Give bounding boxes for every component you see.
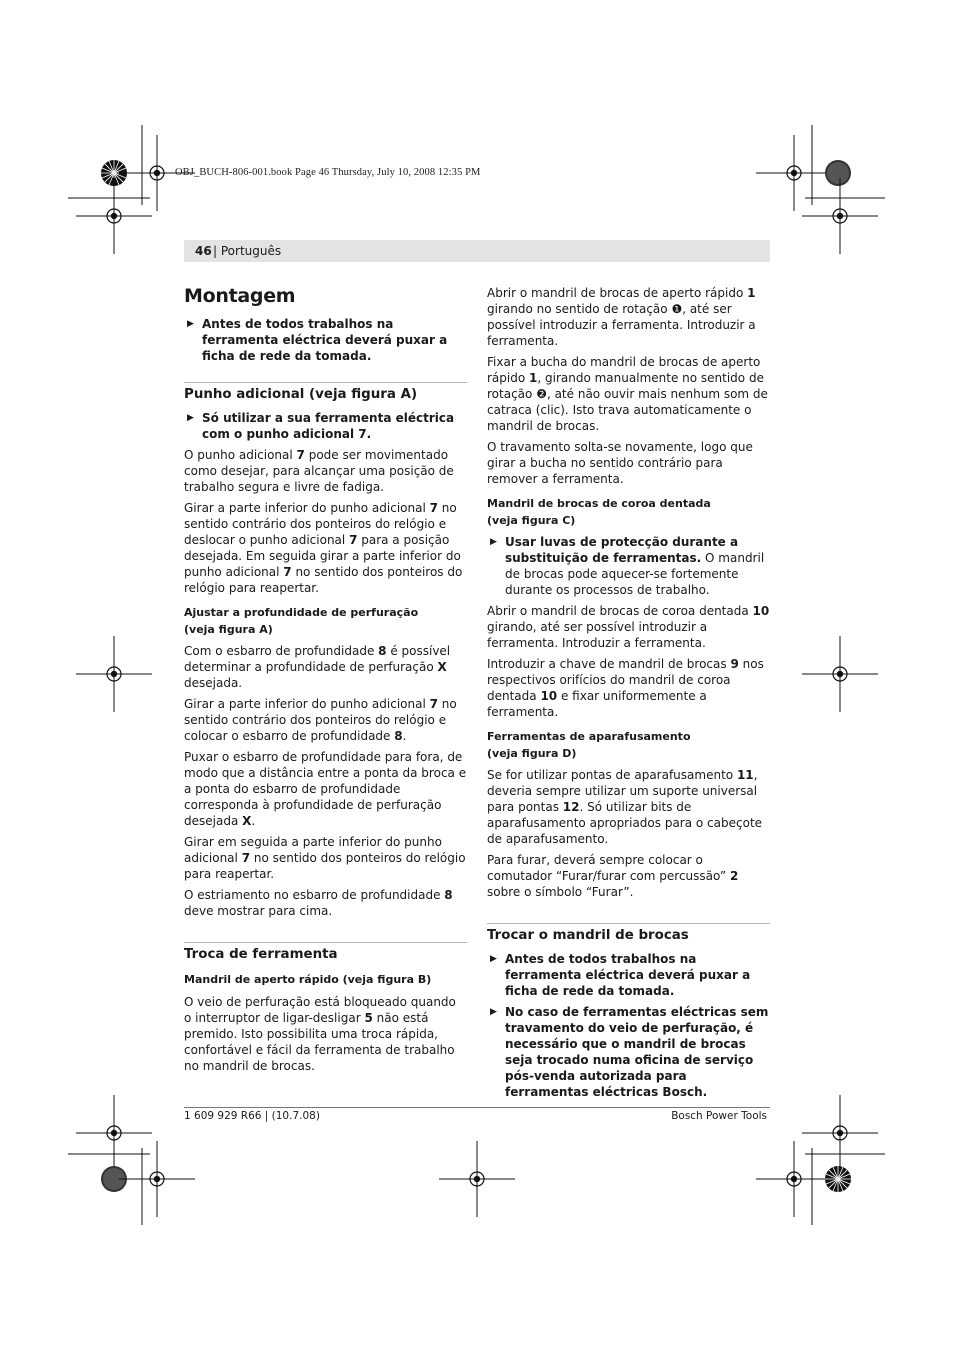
paragraph: Abrir o mandril de brocas de coroa dentada 10 girando, até ser possível introduzir a ferramenta. Introduzir a ferramenta.: [487, 604, 770, 650]
bullet-icon: ▶: [187, 319, 194, 329]
registration-cross-icon: [439, 1141, 515, 1217]
bullet-text: No caso de ferramentas eléctricas sem travamento do veio de perfuração, é necessário que o mandril de brocas seja trocado numa oficina de serviço pós-venda autorizada para ferramentas eléctricas Bosch.: [505, 1005, 769, 1099]
registration-cross-icon: [802, 1095, 878, 1171]
print-header: OBJ_BUCH-806-001.book Page 46 Thursday, July 10, 2008 12:35 PM: [175, 167, 481, 178]
safety-bullet: [184, 316, 467, 364]
paragraph: O punho adicional 7 pode ser movimentado como desejar, para alcançar uma posição de trabalho segura e livre de fadiga.: [184, 448, 454, 494]
footer-brand: Bosch Power Tools: [671, 1110, 767, 1122]
bullet-icon: ▶: [490, 1007, 497, 1017]
paragraph: O travamento solta-se novamente, logo que girar a bucha no sentido contrário para remover a ferramenta.: [487, 440, 753, 486]
registration-cross-icon: [802, 636, 878, 712]
paragraph: Puxar o esbarro de profundidade para fora, de modo que a distância entre a ponta da broca e a ponta do esbarro de profundidade corresponda à profundidade de perfuração desejada X.: [184, 750, 467, 828]
bullet-text: Antes de todos trabalhos na ferramenta eléctrica deverá puxar a ficha de rede da tomada.: [202, 317, 448, 363]
section-title: Montagem: [184, 285, 296, 307]
paragraph: O estriamento no esbarro de profundidade 8 deve mostrar para cima.: [184, 888, 453, 918]
left-column: [184, 285, 467, 1079]
minor-heading: Ferramentas de aparafusamento (veja figura D): [487, 730, 691, 760]
footer-divider: [184, 1107, 770, 1108]
bullet-icon: ▶: [490, 537, 497, 547]
paragraph: Girar a parte inferior do punho adicional 7 no sentido contrário dos ponteiros do relógio e colocar o esbarro de profundidade 8.: [184, 697, 457, 743]
bullet-text: Antes de todos trabalhos na ferramenta eléctrica deverá puxar a ficha de rede da tomada.: [505, 952, 751, 998]
registration-cross-icon: [756, 1141, 832, 1217]
subsection-heading: Troca de ferramenta: [184, 942, 467, 964]
paragraph: Abrir o mandril de brocas de aperto rápido 1 girando no sentido de rotação ❶, até ser possível introduzir a ferramenta. Introduzir a ferramenta.: [487, 286, 756, 348]
paragraph: Introduzir a chave de mandril de brocas 9 nos respectivos orifícios do mandril de coroa dentada 10 e fixar uniformemente a ferramenta.: [487, 657, 764, 719]
registration-star-icon: [825, 1166, 851, 1192]
subsection-heading: Punho adicional (veja figura A): [184, 382, 467, 404]
registration-cross-icon: [802, 178, 878, 254]
safety-bullet: [487, 951, 770, 999]
paragraph: Fixar a bucha do mandril de brocas de aperto rápido 1, girando manualmente no sentido de rotação ❷, até não ouvir mais nenhum som de catraca (clic). Isto trava automaticamente o mandril de brocas.: [487, 355, 768, 433]
paragraph: Girar a parte inferior do punho adicional 7 no sentido contrário dos ponteiros do relógio e deslocar o punho adicional 7 para a posição desejada. Em seguida girar a parte inferior do punho adicional 7 no sentido dos ponteiros do relógio para reapertar.: [184, 501, 463, 595]
registration-cross-icon: [76, 636, 152, 712]
registration-cross-icon: [76, 178, 152, 254]
subsection-heading: Trocar o mandril de brocas: [487, 923, 770, 945]
paragraph: Para furar, deverá sempre colocar o comutador “Furar/furar com percussão” 2 sobre o símbolo “Furar”.: [487, 853, 739, 899]
registration-cross-icon: [76, 1095, 152, 1171]
safety-bullet: ▶ Usar luvas de protecção durante a substituição de ferramentas. O mandril de brocas pode aquecer-se fortemente durante os processos de trabalho.: [490, 535, 765, 597]
safety-bullet: [184, 410, 467, 442]
bullet-icon: ▶: [187, 413, 194, 423]
minor-heading: Mandril de aperto rápido (veja figura B): [184, 973, 432, 986]
paragraph: Girar em seguida a parte inferior do punho adicional 7 no sentido dos ponteiros do relógio para reapertar.: [184, 835, 466, 881]
registration-dot-icon: [825, 160, 851, 186]
registration-cross-icon: [756, 135, 832, 211]
footer-doc-number: 1 609 929 R66 | (10.7.08): [184, 1110, 320, 1122]
language-label: | Português: [213, 244, 282, 258]
bullet-text: Só utilizar a sua ferramenta eléctrica com o punho adicional 7.: [202, 411, 455, 441]
running-head: [184, 240, 770, 262]
paragraph: Se for utilizar pontas de aparafusamento 11, deveria sempre utilizar um suporte universal para pontas 12. Só utilizar bits de aparafusamento apropriados para o cabeçote de aparafusamento.: [487, 768, 763, 846]
right-column: [487, 285, 770, 1105]
minor-heading: Ajustar a profundidade de perfuração (veja figura A): [184, 606, 419, 636]
registration-cross-icon: [119, 1141, 195, 1217]
bullet-icon: ▶: [490, 954, 497, 964]
page-number: 46: [195, 244, 212, 258]
minor-heading: Mandril de brocas de coroa dentada (veja figura C): [487, 497, 711, 527]
paragraph: O veio de perfuração está bloqueado quando o interruptor de ligar-desligar 5 não está premido. Isto possibilita uma troca rápida, confortável e fácil da ferramenta de trabalho no mandril de brocas.: [184, 994, 456, 1073]
safety-bullet: [487, 1004, 770, 1100]
paragraph: Com o esbarro de profundidade 8 é possível determinar a profundidade de perfuração X desejada.: [184, 644, 451, 690]
